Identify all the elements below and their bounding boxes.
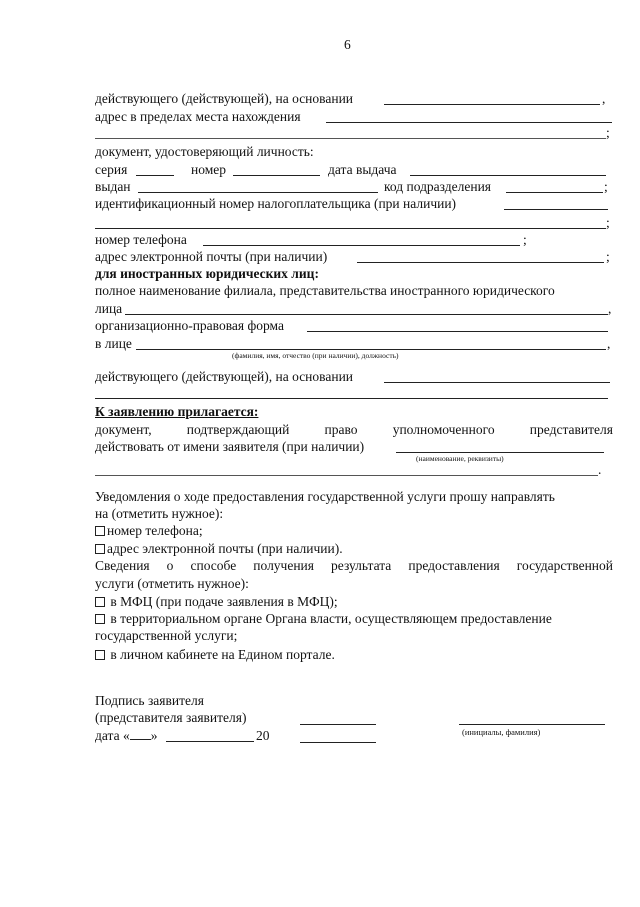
date-label: дата « xyxy=(95,728,130,743)
rep-basis-field-1[interactable] xyxy=(384,104,600,105)
mfc-checkbox[interactable] xyxy=(95,597,105,607)
sign-label-cont: (представителя заявителя) xyxy=(95,710,247,725)
rep-basis-label-2: действующего (действующей), на основании xyxy=(95,369,354,384)
notify-text-cont: на (отметить нужное): xyxy=(95,506,224,521)
legal-form-field[interactable] xyxy=(307,331,608,332)
option-phone-label: номер телефона; xyxy=(107,523,203,538)
issued-by-field[interactable] xyxy=(138,192,378,193)
full-name-field[interactable] xyxy=(125,314,608,315)
attach-line-1 xyxy=(95,421,613,439)
phone-field[interactable] xyxy=(203,245,520,246)
email-label: адрес электронной почты (при наличии) xyxy=(95,249,328,264)
dept-code-label: код подразделения xyxy=(384,179,492,194)
inn-end: ; xyxy=(606,215,610,230)
option-territorial[interactable] xyxy=(95,610,552,628)
option-email-label: адрес электронной почты (при наличии). xyxy=(107,541,343,556)
option-territorial-label: в территориальном органе Органа власти, осуществляющем предоставление xyxy=(110,611,552,626)
initials-field[interactable] xyxy=(459,724,605,725)
number-label: номер xyxy=(191,162,227,177)
date-year: 20 xyxy=(256,728,270,743)
attach-heading: К заявлению прилагается: xyxy=(95,404,259,419)
attach-word-2: подтверждающий xyxy=(186,422,290,437)
phone-end: ; xyxy=(523,232,527,247)
issued-by-label: выдан xyxy=(95,179,131,194)
result-text: Сведения о способе получения результата предоставления государственной xyxy=(95,558,613,573)
date-mid: » xyxy=(150,728,158,743)
full-name-label-cont: лица xyxy=(95,301,123,316)
attach-field-line-2[interactable] xyxy=(95,475,598,476)
date-month-field[interactable] xyxy=(166,741,254,742)
full-name-label: полное наименование филиала, представительства иностранного юридического xyxy=(95,283,555,298)
person-hint: (фамилия, имя, отчество (при наличии), должность) xyxy=(232,351,399,360)
number-field[interactable] xyxy=(233,175,320,176)
attach-end: . xyxy=(598,462,602,477)
option-territorial-cont: государственной услуги; xyxy=(95,628,238,643)
option-phone[interactable] xyxy=(95,522,203,540)
date-day-field[interactable] xyxy=(130,728,151,740)
attach-hint: (наименование, реквизиты) xyxy=(416,454,504,463)
rep-basis-field-2-line-2[interactable] xyxy=(95,398,608,399)
option-cabinet[interactable] xyxy=(95,646,335,664)
territorial-checkbox[interactable] xyxy=(95,614,105,624)
inn-label: идентификационный номер налогоплательщика (при наличии) xyxy=(95,196,457,211)
address-field-line-2[interactable] xyxy=(95,138,606,139)
address-end: ; xyxy=(606,125,610,140)
legal-form-label: организационно-правовая форма xyxy=(95,318,284,333)
sign-label: Подпись заявителя xyxy=(95,693,204,708)
email-field[interactable] xyxy=(357,262,604,263)
issue-date-label: дата выдача xyxy=(328,162,397,177)
attach-line-2: действовать от имени заявителя (при наличии) xyxy=(95,439,365,454)
rep-basis-end-1: , xyxy=(602,91,606,106)
series-label: серия xyxy=(95,162,128,177)
cabinet-checkbox[interactable] xyxy=(95,650,105,660)
inn-field[interactable] xyxy=(504,209,608,210)
attach-word-3: право xyxy=(324,422,358,437)
signature-field-2[interactable] xyxy=(300,742,376,743)
email-end: ; xyxy=(606,249,610,264)
id-doc-label: документ, удостоверяющий личность: xyxy=(95,144,314,159)
person-field[interactable] xyxy=(136,349,606,350)
phone-label: номер телефона xyxy=(95,232,187,247)
foreign-heading: для иностранных юридических лиц: xyxy=(95,266,319,281)
person-end: , xyxy=(607,336,611,351)
phone-checkbox[interactable] xyxy=(95,526,105,536)
address-label: адрес в пределах места нахождения xyxy=(95,109,301,124)
dept-code-end: ; xyxy=(604,179,608,194)
option-mfc-label: в МФЦ (при подаче заявления в МФЦ); xyxy=(110,594,338,609)
full-name-end: , xyxy=(608,301,612,316)
signature-field[interactable] xyxy=(300,724,376,725)
email-checkbox[interactable] xyxy=(95,544,105,554)
option-mfc[interactable] xyxy=(95,593,338,611)
dept-code-field[interactable] xyxy=(506,192,603,193)
attach-word-5: представителя xyxy=(529,422,613,437)
rep-basis-label-1: действующего (действующей), на основании xyxy=(95,91,354,106)
date-row xyxy=(95,727,157,745)
page-number: 6 xyxy=(344,37,351,52)
result-line-1 xyxy=(95,557,613,575)
option-cabinet-label: в личном кабинете на Едином портале. xyxy=(110,647,335,662)
result-text-cont: услуги (отметить нужное): xyxy=(95,576,249,591)
attach-word-1: документ, xyxy=(95,422,152,437)
initials-hint: (инициалы, фамилия) xyxy=(462,727,541,737)
person-label: в лице xyxy=(95,336,132,351)
rep-basis-field-2[interactable] xyxy=(384,382,610,383)
attach-word-4: уполномоченного xyxy=(392,422,495,437)
issue-date-field[interactable] xyxy=(410,175,606,176)
option-email[interactable] xyxy=(95,540,343,558)
attach-field[interactable] xyxy=(396,452,604,453)
address-field[interactable] xyxy=(326,122,612,123)
inn-field-line-2[interactable] xyxy=(95,228,606,229)
series-field[interactable] xyxy=(136,175,174,176)
notify-text: Уведомления о ходе предоставления государственной услуги прошу направлять xyxy=(95,489,555,504)
